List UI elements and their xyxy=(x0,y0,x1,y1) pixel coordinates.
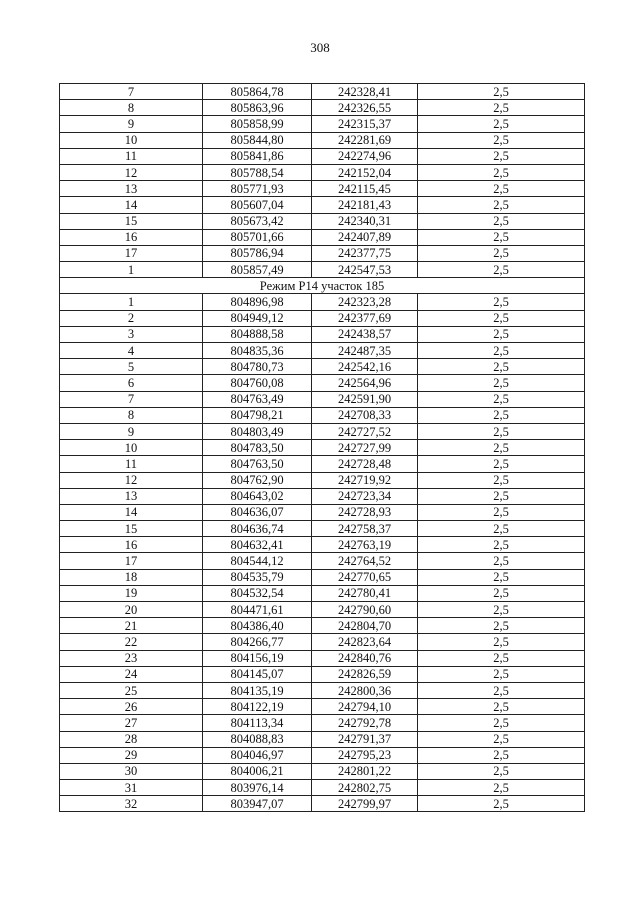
accuracy-cell: 2,5 xyxy=(418,780,585,796)
point-number-cell: 30 xyxy=(60,763,203,779)
table-row xyxy=(60,618,585,634)
x-coordinate-cell: 805841,86 xyxy=(203,148,312,164)
x-coordinate-cell: 804888,58 xyxy=(203,326,312,342)
table-row xyxy=(60,747,585,763)
x-coordinate-cell: 805863,96 xyxy=(203,100,312,116)
point-number-cell: 7 xyxy=(60,391,203,407)
y-coordinate-cell: 242801,22 xyxy=(312,763,418,779)
point-number-cell: 2 xyxy=(60,310,203,326)
x-coordinate-cell: 804835,36 xyxy=(203,343,312,359)
x-coordinate-cell: 804122,19 xyxy=(203,699,312,715)
point-number-cell: 11 xyxy=(60,148,203,164)
x-coordinate-cell: 804544,12 xyxy=(203,553,312,569)
y-coordinate-cell: 242791,37 xyxy=(312,731,418,747)
y-coordinate-cell: 242377,69 xyxy=(312,310,418,326)
x-coordinate-cell: 804763,49 xyxy=(203,391,312,407)
section-header-row xyxy=(60,278,585,294)
accuracy-cell: 2,5 xyxy=(418,245,585,261)
table-row xyxy=(60,585,585,601)
coordinates-table xyxy=(59,83,585,812)
section-title: Режим Р14 участок 185 xyxy=(60,278,585,294)
x-coordinate-cell: 804636,07 xyxy=(203,504,312,520)
x-coordinate-cell: 803947,07 xyxy=(203,796,312,812)
accuracy-cell: 2,5 xyxy=(418,440,585,456)
x-coordinate-cell: 804643,02 xyxy=(203,488,312,504)
table-row xyxy=(60,262,585,278)
accuracy-cell: 2,5 xyxy=(418,682,585,698)
accuracy-cell: 2,5 xyxy=(418,181,585,197)
y-coordinate-cell: 242758,37 xyxy=(312,521,418,537)
y-coordinate-cell: 242377,75 xyxy=(312,245,418,261)
x-coordinate-cell: 805864,78 xyxy=(203,84,312,100)
y-coordinate-cell: 242840,76 xyxy=(312,650,418,666)
table-row xyxy=(60,375,585,391)
table-row xyxy=(60,666,585,682)
y-coordinate-cell: 242181,43 xyxy=(312,197,418,213)
table-row xyxy=(60,391,585,407)
x-coordinate-cell: 804896,98 xyxy=(203,294,312,310)
table-row xyxy=(60,699,585,715)
accuracy-cell: 2,5 xyxy=(418,602,585,618)
table-row xyxy=(60,359,585,375)
table-row xyxy=(60,343,585,359)
y-coordinate-cell: 242770,65 xyxy=(312,569,418,585)
table-row xyxy=(60,310,585,326)
point-number-cell: 7 xyxy=(60,84,203,100)
x-coordinate-cell: 805857,49 xyxy=(203,262,312,278)
y-coordinate-cell: 242763,19 xyxy=(312,537,418,553)
point-number-cell: 15 xyxy=(60,213,203,229)
point-number-cell: 8 xyxy=(60,407,203,423)
coordinates-table-body xyxy=(60,84,585,812)
accuracy-cell: 2,5 xyxy=(418,294,585,310)
y-coordinate-cell: 242727,52 xyxy=(312,423,418,439)
x-coordinate-cell: 804636,74 xyxy=(203,521,312,537)
point-number-cell: 5 xyxy=(60,359,203,375)
x-coordinate-cell: 805844,80 xyxy=(203,132,312,148)
accuracy-cell: 2,5 xyxy=(418,116,585,132)
x-coordinate-cell: 804156,19 xyxy=(203,650,312,666)
point-number-cell: 17 xyxy=(60,245,203,261)
y-coordinate-cell: 242340,31 xyxy=(312,213,418,229)
y-coordinate-cell: 242802,75 xyxy=(312,780,418,796)
x-coordinate-cell: 805786,94 xyxy=(203,245,312,261)
point-number-cell: 29 xyxy=(60,747,203,763)
y-coordinate-cell: 242794,10 xyxy=(312,699,418,715)
x-coordinate-cell: 804145,07 xyxy=(203,666,312,682)
accuracy-cell: 2,5 xyxy=(418,504,585,520)
accuracy-cell: 2,5 xyxy=(418,375,585,391)
accuracy-cell: 2,5 xyxy=(418,229,585,245)
point-number-cell: 26 xyxy=(60,699,203,715)
x-coordinate-cell: 804046,97 xyxy=(203,747,312,763)
table-row xyxy=(60,472,585,488)
x-coordinate-cell: 804386,40 xyxy=(203,618,312,634)
accuracy-cell: 2,5 xyxy=(418,796,585,812)
table-row xyxy=(60,229,585,245)
table-row xyxy=(60,553,585,569)
x-coordinate-cell: 805607,04 xyxy=(203,197,312,213)
y-coordinate-cell: 242487,35 xyxy=(312,343,418,359)
point-number-cell: 1 xyxy=(60,262,203,278)
y-coordinate-cell: 242728,93 xyxy=(312,504,418,520)
x-coordinate-cell: 804949,12 xyxy=(203,310,312,326)
point-number-cell: 24 xyxy=(60,666,203,682)
y-coordinate-cell: 242780,41 xyxy=(312,585,418,601)
y-coordinate-cell: 242790,60 xyxy=(312,602,418,618)
table-row xyxy=(60,213,585,229)
page-number: 308 xyxy=(310,40,330,55)
table-row xyxy=(60,423,585,439)
x-coordinate-cell: 804471,61 xyxy=(203,602,312,618)
x-coordinate-cell: 804135,19 xyxy=(203,682,312,698)
accuracy-cell: 2,5 xyxy=(418,650,585,666)
x-coordinate-cell: 804760,08 xyxy=(203,375,312,391)
table-row xyxy=(60,537,585,553)
table-row xyxy=(60,488,585,504)
accuracy-cell: 2,5 xyxy=(418,537,585,553)
table-row xyxy=(60,456,585,472)
table-row xyxy=(60,181,585,197)
point-number-cell: 15 xyxy=(60,521,203,537)
accuracy-cell: 2,5 xyxy=(418,553,585,569)
accuracy-cell: 2,5 xyxy=(418,666,585,682)
x-coordinate-cell: 804535,79 xyxy=(203,569,312,585)
accuracy-cell: 2,5 xyxy=(418,423,585,439)
table-row xyxy=(60,245,585,261)
accuracy-cell: 2,5 xyxy=(418,148,585,164)
x-coordinate-cell: 804780,73 xyxy=(203,359,312,375)
accuracy-cell: 2,5 xyxy=(418,407,585,423)
table-row xyxy=(60,197,585,213)
accuracy-cell: 2,5 xyxy=(418,569,585,585)
table-row xyxy=(60,116,585,132)
accuracy-cell: 2,5 xyxy=(418,310,585,326)
point-number-cell: 6 xyxy=(60,375,203,391)
table-row xyxy=(60,763,585,779)
point-number-cell: 17 xyxy=(60,553,203,569)
point-number-cell: 9 xyxy=(60,116,203,132)
y-coordinate-cell: 242564,96 xyxy=(312,375,418,391)
x-coordinate-cell: 805788,54 xyxy=(203,164,312,180)
y-coordinate-cell: 242804,70 xyxy=(312,618,418,634)
y-coordinate-cell: 242542,16 xyxy=(312,359,418,375)
table-row xyxy=(60,84,585,100)
y-coordinate-cell: 242323,28 xyxy=(312,294,418,310)
accuracy-cell: 2,5 xyxy=(418,585,585,601)
x-coordinate-cell: 804803,49 xyxy=(203,423,312,439)
x-coordinate-cell: 804113,34 xyxy=(203,715,312,731)
x-coordinate-cell: 804632,41 xyxy=(203,537,312,553)
accuracy-cell: 2,5 xyxy=(418,634,585,650)
y-coordinate-cell: 242795,23 xyxy=(312,747,418,763)
point-number-cell: 19 xyxy=(60,585,203,601)
y-coordinate-cell: 242800,36 xyxy=(312,682,418,698)
accuracy-cell: 2,5 xyxy=(418,100,585,116)
y-coordinate-cell: 242315,37 xyxy=(312,116,418,132)
point-number-cell: 14 xyxy=(60,197,203,213)
accuracy-cell: 2,5 xyxy=(418,391,585,407)
x-coordinate-cell: 805771,93 xyxy=(203,181,312,197)
table-row xyxy=(60,780,585,796)
accuracy-cell: 2,5 xyxy=(418,763,585,779)
x-coordinate-cell: 804783,50 xyxy=(203,440,312,456)
accuracy-cell: 2,5 xyxy=(418,521,585,537)
accuracy-cell: 2,5 xyxy=(418,164,585,180)
y-coordinate-cell: 242799,97 xyxy=(312,796,418,812)
point-number-cell: 4 xyxy=(60,343,203,359)
accuracy-cell: 2,5 xyxy=(418,747,585,763)
y-coordinate-cell: 242115,45 xyxy=(312,181,418,197)
accuracy-cell: 2,5 xyxy=(418,326,585,342)
point-number-cell: 31 xyxy=(60,780,203,796)
y-coordinate-cell: 242723,34 xyxy=(312,488,418,504)
accuracy-cell: 2,5 xyxy=(418,715,585,731)
table-row xyxy=(60,682,585,698)
point-number-cell: 11 xyxy=(60,456,203,472)
table-row xyxy=(60,796,585,812)
x-coordinate-cell: 804266,77 xyxy=(203,634,312,650)
accuracy-cell: 2,5 xyxy=(418,731,585,747)
accuracy-cell: 2,5 xyxy=(418,699,585,715)
point-number-cell: 13 xyxy=(60,181,203,197)
table-row xyxy=(60,164,585,180)
point-number-cell: 12 xyxy=(60,472,203,488)
x-coordinate-cell: 804762,90 xyxy=(203,472,312,488)
point-number-cell: 1 xyxy=(60,294,203,310)
table-row xyxy=(60,715,585,731)
point-number-cell: 3 xyxy=(60,326,203,342)
point-number-cell: 21 xyxy=(60,618,203,634)
accuracy-cell: 2,5 xyxy=(418,618,585,634)
accuracy-cell: 2,5 xyxy=(418,359,585,375)
y-coordinate-cell: 242326,55 xyxy=(312,100,418,116)
table-row xyxy=(60,731,585,747)
point-number-cell: 13 xyxy=(60,488,203,504)
point-number-cell: 14 xyxy=(60,504,203,520)
accuracy-cell: 2,5 xyxy=(418,197,585,213)
table-row xyxy=(60,132,585,148)
point-number-cell: 16 xyxy=(60,229,203,245)
table-row xyxy=(60,294,585,310)
accuracy-cell: 2,5 xyxy=(418,472,585,488)
accuracy-cell: 2,5 xyxy=(418,84,585,100)
y-coordinate-cell: 242708,33 xyxy=(312,407,418,423)
accuracy-cell: 2,5 xyxy=(418,213,585,229)
y-coordinate-cell: 242281,69 xyxy=(312,132,418,148)
x-coordinate-cell: 804532,54 xyxy=(203,585,312,601)
table-row xyxy=(60,521,585,537)
point-number-cell: 16 xyxy=(60,537,203,553)
table-row xyxy=(60,650,585,666)
y-coordinate-cell: 242823,64 xyxy=(312,634,418,650)
table-row xyxy=(60,569,585,585)
y-coordinate-cell: 242719,92 xyxy=(312,472,418,488)
x-coordinate-cell: 804798,21 xyxy=(203,407,312,423)
accuracy-cell: 2,5 xyxy=(418,343,585,359)
x-coordinate-cell: 803976,14 xyxy=(203,780,312,796)
accuracy-cell: 2,5 xyxy=(418,456,585,472)
point-number-cell: 9 xyxy=(60,423,203,439)
x-coordinate-cell: 804763,50 xyxy=(203,456,312,472)
x-coordinate-cell: 804088,83 xyxy=(203,731,312,747)
y-coordinate-cell: 242328,41 xyxy=(312,84,418,100)
table-row xyxy=(60,504,585,520)
point-number-cell: 27 xyxy=(60,715,203,731)
accuracy-cell: 2,5 xyxy=(418,132,585,148)
point-number-cell: 8 xyxy=(60,100,203,116)
y-coordinate-cell: 242727,99 xyxy=(312,440,418,456)
point-number-cell: 12 xyxy=(60,164,203,180)
table-row xyxy=(60,407,585,423)
point-number-cell: 28 xyxy=(60,731,203,747)
x-coordinate-cell: 805701,66 xyxy=(203,229,312,245)
y-coordinate-cell: 242764,52 xyxy=(312,553,418,569)
x-coordinate-cell: 805858,99 xyxy=(203,116,312,132)
table-row xyxy=(60,634,585,650)
point-number-cell: 23 xyxy=(60,650,203,666)
x-coordinate-cell: 805673,42 xyxy=(203,213,312,229)
y-coordinate-cell: 242438,57 xyxy=(312,326,418,342)
point-number-cell: 22 xyxy=(60,634,203,650)
point-number-cell: 32 xyxy=(60,796,203,812)
point-number-cell: 18 xyxy=(60,569,203,585)
table-row xyxy=(60,100,585,116)
point-number-cell: 20 xyxy=(60,602,203,618)
table-row xyxy=(60,148,585,164)
accuracy-cell: 2,5 xyxy=(418,262,585,278)
y-coordinate-cell: 242274,96 xyxy=(312,148,418,164)
y-coordinate-cell: 242547,53 xyxy=(312,262,418,278)
y-coordinate-cell: 242152,04 xyxy=(312,164,418,180)
point-number-cell: 10 xyxy=(60,440,203,456)
y-coordinate-cell: 242407,89 xyxy=(312,229,418,245)
table-row xyxy=(60,440,585,456)
y-coordinate-cell: 242728,48 xyxy=(312,456,418,472)
point-number-cell: 10 xyxy=(60,132,203,148)
y-coordinate-cell: 242826,59 xyxy=(312,666,418,682)
x-coordinate-cell: 804006,21 xyxy=(203,763,312,779)
table-row xyxy=(60,326,585,342)
y-coordinate-cell: 242591,90 xyxy=(312,391,418,407)
table-row xyxy=(60,602,585,618)
y-coordinate-cell: 242792,78 xyxy=(312,715,418,731)
point-number-cell: 25 xyxy=(60,682,203,698)
accuracy-cell: 2,5 xyxy=(418,488,585,504)
